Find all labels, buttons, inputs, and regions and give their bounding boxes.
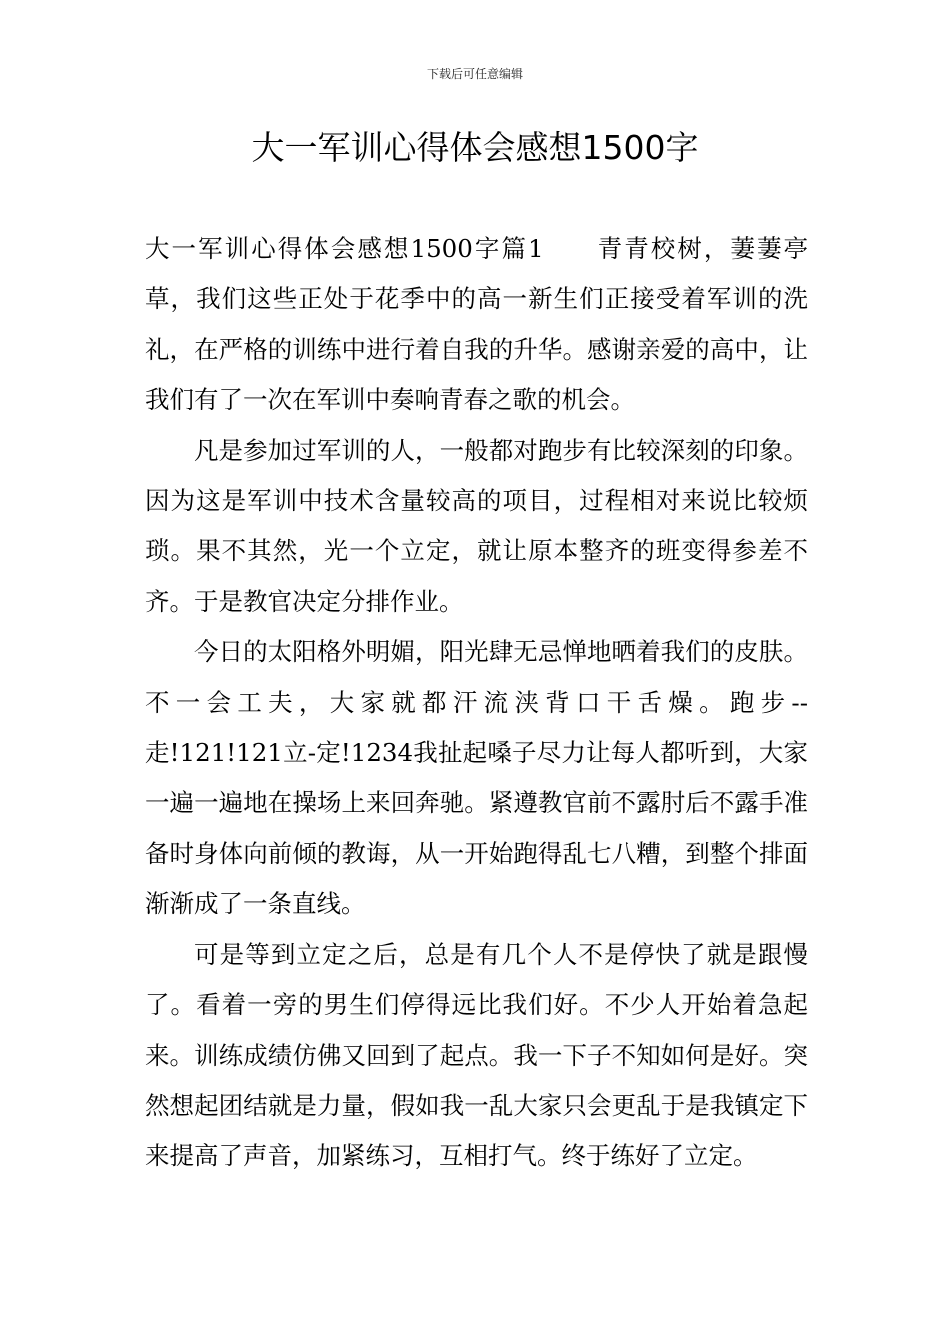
body-paragraph-2: 今日的太阳格外明媚，阳光肆无忌惮地晒着我们的皮肤。不一会工夫，大家就都汗流浃背口干舌燥。跑步--走!121!121立-定!1234我扯起嗓子尽力让每人都听到，大家一遍一遍地在操场上来回奔驰。紧遵教官前不露肘后不露手准备时身体向前倾的教诲，从一开始跑得乱七八糟，到整个排面渐渐成了一条直线。 [145,637,808,919]
intro-paragraph [145,224,808,426]
section-heading: 大一军训心得体会感想1500字篇1 [145,234,544,263]
document-title: 大一军训心得体会感想1500字 [251,128,699,167]
body-paragraph-1: 凡是参加过军训的人，一般都对跑步有比较深刻的印象。因为这是军训中技术含量较高的项目，过程相对来说比较烦琐。果不其然，光一个立定，就让原本整齐的班变得参差不齐。于是教官决定分排作业。 [145,435,808,616]
header-note: 下载后可任意编辑 [426,67,523,81]
body-paragraph-3: 可是等到立定之后，总是有几个人不是停快了就是跟慢了。看着一旁的男生们停得远比我们好。不少人开始着急起来。训练成绩仿佛又回到了起点。我一下子不知如何是好。突然想起团结就是力量，假如我一乱大家只会更乱于是我镇定下来提高了声音，加紧练习，互相打气。终于练好了立定。 [145,939,808,1171]
intro-text: 青青校树，萋萋亭草，我们这些正处于花季中的高一新生们正接受着军训的洗礼，在严格的训练中进行着自我的升华。感谢亲爱的高中，让我们有了一次在军训中奏响青春之歌的机会。 [145,234,809,415]
document-body [145,224,808,1182]
